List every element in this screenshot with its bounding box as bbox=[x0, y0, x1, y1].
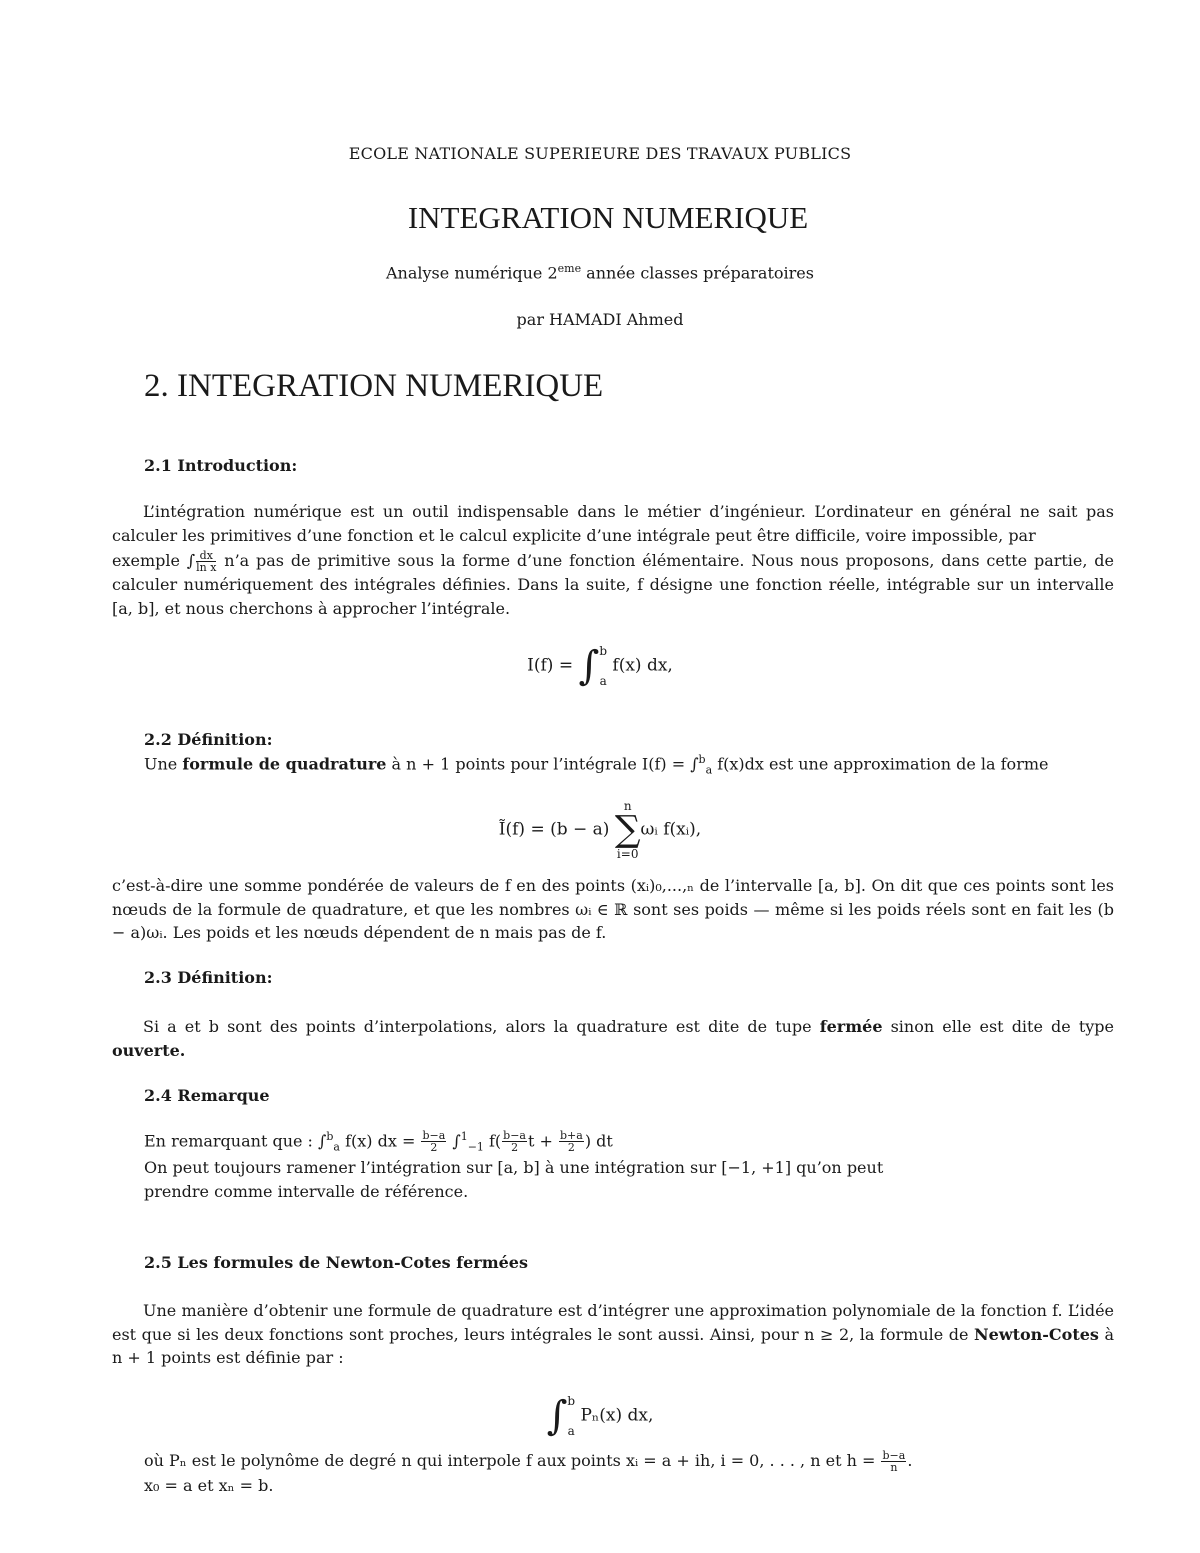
sum-upper: n bbox=[623, 799, 632, 813]
frac-numerator: b−a bbox=[882, 1449, 906, 1462]
remark-line-3: prendre comme intervalle de référence. bbox=[144, 1182, 469, 1201]
fraction-2 bbox=[502, 1130, 527, 1153]
remark-line-2: On peut toujours ramener l’intégration sur [a, b] à une intégration sur [−1, +1] qu’on peut bbox=[144, 1158, 884, 1177]
upper-bound: b bbox=[567, 1394, 576, 1408]
upper-bound: b bbox=[599, 644, 608, 658]
sum-block bbox=[615, 800, 641, 860]
section-heading-2-4: 2.4 Remarque bbox=[144, 1086, 270, 1105]
remark-text-4: f( bbox=[483, 1131, 502, 1151]
sum-sign: ∑ bbox=[614, 809, 641, 850]
eq-lhs: Ĩ(f) = (b − a) bbox=[498, 819, 615, 840]
p25-text-1: Une manière d’obtenir une formule de quadrature est d’intégrer une approximation polynomiale de la fonction f. L’idée est que si les deux fonctions sont proches, leurs intégrales le sont aussi. Ainsi, pour n ≥ 2, la formule de bbox=[112, 1301, 1114, 1344]
author-line: par HAMADI Ahmed bbox=[516, 310, 684, 329]
integral-sign: ∫ bbox=[546, 1393, 568, 1439]
frac-numerator: b+a bbox=[560, 1129, 583, 1143]
remark-text-3: ∫ bbox=[447, 1131, 461, 1151]
lower-bound: a bbox=[599, 674, 607, 688]
remark-formula-line bbox=[144, 1130, 613, 1154]
school-name: ECOLE NATIONALE SUPERIEURE DES TRAVAUX PUBLICS bbox=[348, 144, 852, 163]
eq-rhs: Pₙ(x) dx, bbox=[575, 1405, 654, 1426]
section-heading-2-2: 2.2 Définition: bbox=[144, 730, 273, 749]
definition-line bbox=[144, 753, 1048, 777]
quadrature-term: formule de quadrature bbox=[182, 754, 387, 774]
lower-bound: a bbox=[567, 1424, 575, 1438]
section-heading-2-1: 2.1 Introduction: bbox=[144, 456, 298, 475]
subtitle bbox=[0, 262, 1200, 282]
frac-numerator: b−a bbox=[503, 1129, 526, 1143]
quadrature-equation bbox=[0, 800, 1200, 860]
upper-bound: b bbox=[698, 753, 706, 766]
newton-cotes-paragraph bbox=[112, 1299, 1114, 1370]
remark-text-1: En remarquant que : ∫ bbox=[144, 1131, 327, 1151]
lower-bound: a bbox=[705, 763, 713, 777]
definition-paragraph: c’est-à-dire une somme pondérée de valeurs de f en des points (xᵢ)₀,...,ₙ de l’intervalle [a, b]. On dit que ces points sont les nœuds de la formule de quadrature, et que les nombres ωᵢ ∈ ℝ sont ses poids — même si les poids réels sont en fait les (b − a)ωᵢ. Les poids et les nœuds dépendent de n mais pas de f. bbox=[112, 876, 1114, 942]
subtitle-pre: Analyse numérique 2 bbox=[386, 263, 558, 283]
chapter-title: 2. INTEGRATION NUMERIQUE bbox=[144, 368, 604, 404]
frac-denominator: ln x bbox=[196, 561, 217, 574]
p23-text-1: Si a et b sont des points d’interpolations, alors la quadrature est dite de tupe bbox=[143, 1017, 820, 1036]
eq-rhs: f(x) dx, bbox=[607, 655, 673, 676]
frac-denominator: 2 bbox=[567, 1141, 575, 1155]
lower-bound-2: −1 bbox=[467, 1140, 484, 1154]
integral-bounds bbox=[599, 636, 607, 696]
closed-open-paragraph bbox=[112, 1015, 1114, 1062]
closed-term: fermée bbox=[819, 1017, 883, 1036]
endpoints-line: x₀ = a et xₙ = b. bbox=[144, 1476, 274, 1495]
p25-text-2: à n + 1 points est définie par : bbox=[112, 1324, 1114, 1367]
def-text-1: Une bbox=[144, 754, 183, 774]
interp-text: où Pₙ est le polynôme de degré n qui interpole f aux points xᵢ = a + ih, i = 0, . . . , n et h = bbox=[144, 1451, 881, 1470]
frac-denominator: 2 bbox=[430, 1141, 438, 1155]
intro-p2-start: exemple bbox=[112, 551, 187, 570]
remark-text-5: t + bbox=[527, 1131, 558, 1151]
frac-denominator: n bbox=[890, 1461, 898, 1474]
integral-equation bbox=[0, 636, 1200, 696]
intro-p2-rest: n’a pas de primitive sous la forme d’une fonction élémentaire. Nous nous proposons, dans cette partie, de calculer numériquement des intégrales définies. Dans la suite, f désigne une fonction réelle, intégrable sur un intervalle [a, b], et nous cherchons à approcher l’intégrale. bbox=[112, 551, 1115, 618]
eq-rhs: ωᵢ f(xᵢ), bbox=[640, 819, 702, 840]
interpolation-line bbox=[144, 1450, 912, 1473]
frac-denominator: 2 bbox=[511, 1141, 519, 1155]
frac-numerator: b−a bbox=[422, 1129, 446, 1143]
step-fraction bbox=[881, 1450, 906, 1473]
p23-text-2: sinon elle est dite de type bbox=[882, 1017, 1115, 1036]
lower-bound: a bbox=[333, 1140, 340, 1154]
newton-cotes-integral bbox=[0, 1386, 1200, 1446]
newton-cotes-term: Newton-Cotes bbox=[974, 1324, 1099, 1344]
integral-sign: ∫ bbox=[186, 551, 196, 570]
remark-text-2: f(x) dx = bbox=[339, 1131, 421, 1151]
def-text-2: à n + 1 points pour l’intégrale I(f) = ∫ bbox=[386, 754, 699, 774]
frac-numerator: dx bbox=[196, 550, 216, 562]
dx-over-lnx-fraction bbox=[196, 550, 216, 573]
def-text-3: f(x)dx est une approximation de la forme bbox=[712, 754, 1049, 774]
document-title: INTEGRATION NUMERIQUE bbox=[407, 200, 809, 235]
section-heading-2-5: 2.5 Les formules de Newton-Cotes fermées bbox=[144, 1253, 528, 1272]
interp-end: . bbox=[907, 1451, 913, 1470]
remark-text-6: ) dt bbox=[584, 1131, 613, 1151]
upper-bound: b bbox=[326, 1130, 334, 1143]
intro-paragraph-2 bbox=[112, 549, 1114, 620]
integral-bounds bbox=[567, 1386, 575, 1446]
sum-lower: i=0 bbox=[616, 847, 639, 861]
section-heading-2-3: 2.3 Définition: bbox=[144, 968, 273, 987]
subtitle-post: année classes préparatoires bbox=[581, 263, 814, 283]
integral-sign: ∫ bbox=[578, 643, 600, 689]
eq-lhs: I(f) = bbox=[527, 655, 579, 676]
upper-bound-2: 1 bbox=[460, 1130, 468, 1143]
subtitle-sup: eme bbox=[557, 262, 582, 275]
open-term: ouverte. bbox=[112, 1040, 186, 1060]
intro-paragraph-1: L’intégration numérique est un outil indispensable dans le métier d’ingénieur. L’ordinateur en général ne sait pas calculer les primitives d’une fonction et le calcul explicite d’une intégrale peut être difficile, voire impossible, par bbox=[112, 502, 1114, 545]
fraction-1 bbox=[421, 1130, 446, 1153]
fraction-3 bbox=[559, 1130, 584, 1153]
